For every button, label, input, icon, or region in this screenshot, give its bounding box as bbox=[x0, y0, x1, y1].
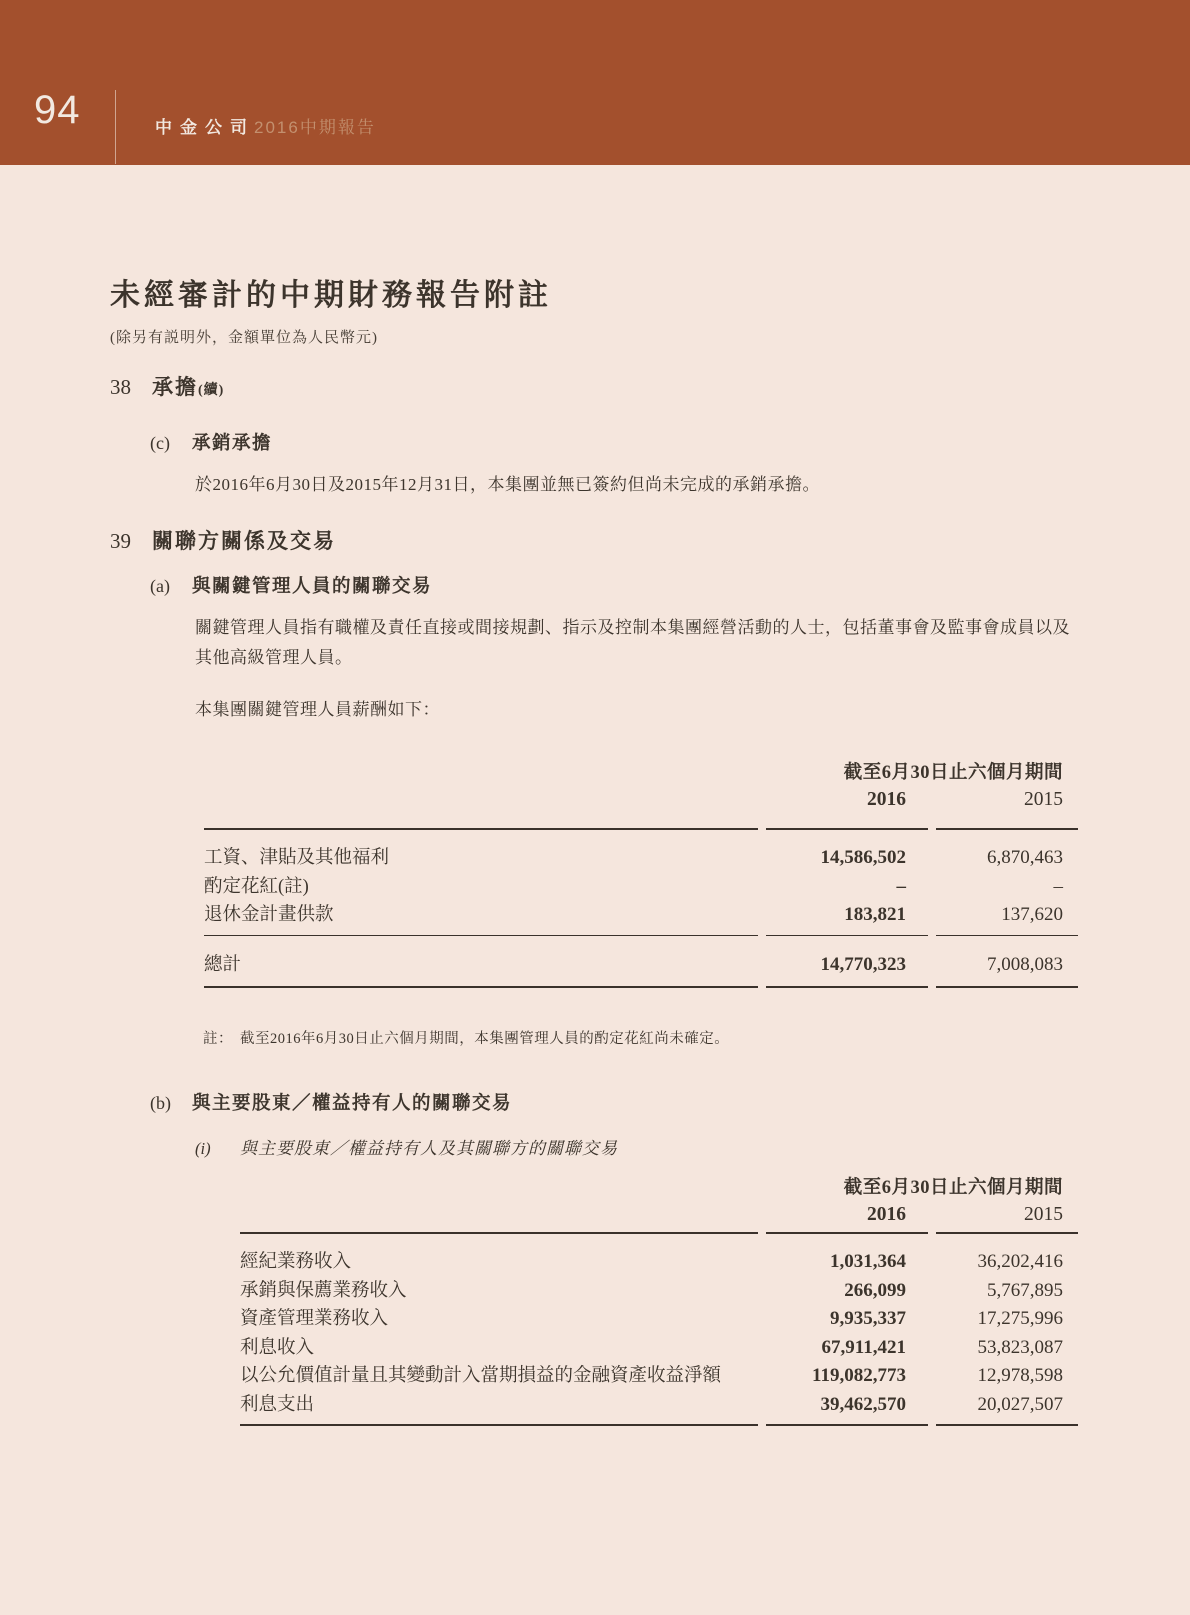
value-2016: 266,099 bbox=[844, 1279, 906, 1301]
note-label: 註： bbox=[203, 1031, 233, 1047]
empty-header-cell bbox=[204, 788, 758, 830]
table-row bbox=[240, 1277, 1078, 1306]
value-2016: 67,911,421 bbox=[821, 1336, 906, 1358]
table-row bbox=[240, 1391, 1078, 1427]
section-title: 關聯方關係及交易 bbox=[152, 529, 336, 553]
item-title: 與主要股東／權益持有人的關聯交易 bbox=[192, 1094, 513, 1114]
item-label: (a) bbox=[150, 576, 170, 596]
section-title: 承擔 bbox=[152, 375, 198, 399]
row-label: 以公允價值計量且其變動計入當期損益的金融資產收益淨額 bbox=[240, 1366, 722, 1386]
section-number: 38 bbox=[110, 375, 131, 399]
row-label: 經紀業務收入 bbox=[240, 1252, 352, 1272]
table-row bbox=[240, 1334, 1078, 1363]
table-year-header-row bbox=[240, 1203, 1078, 1234]
empty-header-cell bbox=[240, 1203, 758, 1234]
item-a-heading bbox=[150, 573, 1078, 600]
value-2016: 39,462,570 bbox=[766, 1391, 928, 1427]
table-row bbox=[240, 1362, 1078, 1391]
header-divider bbox=[115, 90, 116, 164]
value-2016: 183,821 bbox=[766, 901, 928, 936]
item-b-heading bbox=[150, 1090, 1078, 1117]
value-2015: 36,202,416 bbox=[977, 1251, 1063, 1272]
item-title: 與主要股東／權益持有人及其關聯方的關聯交易 bbox=[240, 1139, 618, 1158]
item-c-heading bbox=[150, 430, 1078, 457]
year-2016-header: 2016 bbox=[766, 1203, 928, 1234]
value-2015: 137,620 bbox=[936, 901, 1078, 936]
transactions-table bbox=[240, 1176, 1078, 1426]
table-intro: 本集團關鍵管理人員薪酬如下： bbox=[195, 700, 440, 719]
table-period-header: 截至6月30日止六個月期間 bbox=[843, 1178, 1063, 1198]
table-note bbox=[203, 1028, 1078, 1050]
table-row bbox=[204, 844, 1078, 873]
value-2016: 119,082,773 bbox=[812, 1365, 906, 1386]
item-i-heading bbox=[195, 1137, 1078, 1161]
value-2015: 17,275,996 bbox=[977, 1308, 1063, 1329]
total-2016: 14,770,323 bbox=[766, 936, 928, 989]
total-2015: 7,008,083 bbox=[936, 936, 1078, 989]
year-2015-header: 2015 bbox=[936, 788, 1078, 830]
row-label: 退休金計畫供款 bbox=[204, 901, 758, 936]
section-39-heading bbox=[110, 526, 1078, 556]
item-label: (i) bbox=[195, 1139, 211, 1158]
item-title: 與關鍵管理人員的關聯交易 bbox=[192, 577, 433, 597]
table-year-header-row bbox=[204, 788, 1078, 830]
year-2016-header: 2016 bbox=[766, 788, 928, 830]
table-body bbox=[240, 1234, 1078, 1426]
year-2015-header: 2015 bbox=[936, 1203, 1078, 1234]
item-label: (b) bbox=[150, 1093, 171, 1113]
item-label: (c) bbox=[150, 433, 170, 453]
table-period-header: 截至6月30日止六個月期間 bbox=[843, 763, 1063, 783]
section-continued-suffix: (續) bbox=[198, 383, 225, 398]
value-2016: 14,586,502 bbox=[820, 847, 906, 868]
row-label: 利息支出 bbox=[240, 1391, 758, 1427]
page-number: 94 bbox=[34, 88, 81, 132]
value-2015: 12,978,598 bbox=[977, 1365, 1063, 1386]
section-number: 39 bbox=[110, 529, 131, 553]
value-2015: – bbox=[1053, 875, 1063, 897]
row-label: 利息收入 bbox=[240, 1337, 315, 1358]
section-38-heading bbox=[110, 372, 1078, 406]
value-2015: 5,767,895 bbox=[987, 1279, 1063, 1301]
table-row bbox=[204, 901, 1078, 936]
value-2015: 53,823,087 bbox=[977, 1336, 1063, 1358]
page-header-band bbox=[0, 0, 1190, 165]
table-row bbox=[204, 873, 1078, 902]
row-label: 工資、津貼及其他福利 bbox=[204, 848, 390, 868]
document-title: 未經審計的中期財務報告附註 bbox=[110, 279, 552, 312]
table-body bbox=[204, 830, 1078, 936]
table-total-row bbox=[204, 936, 1078, 989]
value-2016: 1,031,364 bbox=[830, 1251, 906, 1272]
item-c-paragraph: 於2016年6月30日及2015年12月31日，本集團並無已簽約但尚未完成的承銷承擔。 bbox=[195, 475, 820, 494]
note-text: 截至2016年6月30日止六個月期間，本集團管理人員的酌定花紅尚未確定。 bbox=[240, 1031, 730, 1047]
row-label: 資產管理業務收入 bbox=[240, 1309, 389, 1329]
remuneration-table bbox=[204, 761, 1078, 988]
item-title: 承銷承擔 bbox=[192, 434, 273, 454]
row-label: 酌定花紅(註) bbox=[204, 876, 309, 897]
item-a-paragraph: 關鍵管理人員指有職權及責任直接或間接規劃、指示及控制本集團經營活動的人士，包括董事會及監事會成員以及其他高級管理人員。 bbox=[195, 618, 1070, 667]
document-subtitle: (除另有説明外，金額單位為人民幣元) bbox=[110, 330, 378, 346]
value-2016: 9,935,337 bbox=[830, 1308, 906, 1329]
total-label: 總計 bbox=[204, 936, 758, 989]
value-2015: 6,870,463 bbox=[987, 847, 1063, 868]
value-2015: 20,027,507 bbox=[936, 1391, 1078, 1427]
report-title: 2016中期報告 bbox=[254, 118, 376, 137]
table-row bbox=[240, 1305, 1078, 1334]
value-2016: – bbox=[896, 875, 906, 897]
page-content bbox=[0, 277, 1190, 1426]
table-row bbox=[240, 1248, 1078, 1277]
row-label: 承銷與保薦業務收入 bbox=[240, 1280, 407, 1301]
company-name: 中金公司 bbox=[155, 118, 255, 137]
